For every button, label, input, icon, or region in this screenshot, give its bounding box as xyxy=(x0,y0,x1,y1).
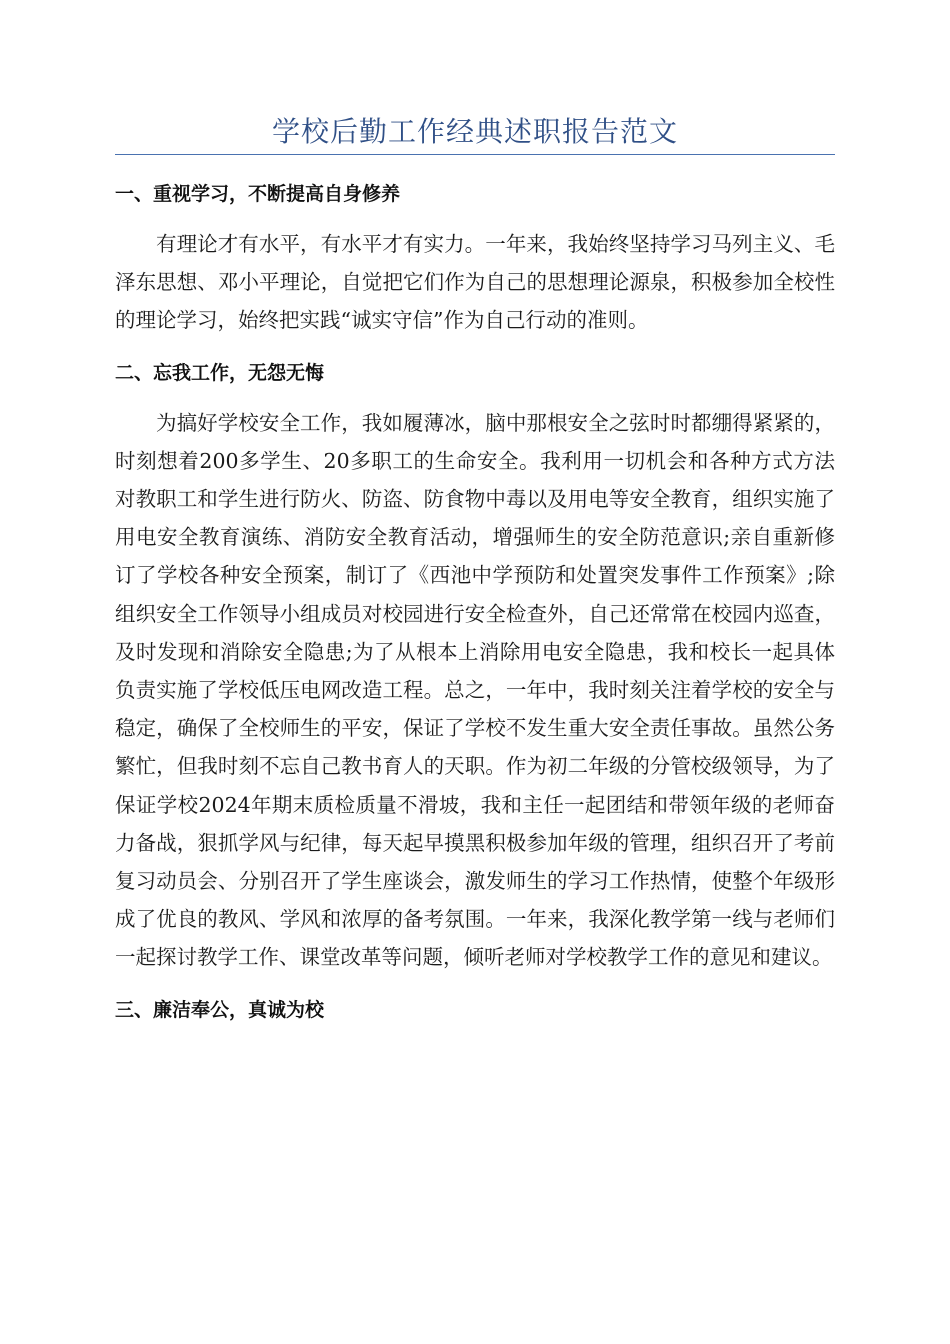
document-title: 学校后勤工作经典述职报告范文 xyxy=(271,115,678,148)
section-heading: 二、忘我工作，无怨无悔 xyxy=(115,361,325,384)
section-paragraph: 有理论才有水平，有水平才有实力。一年来，我始终坚持学习马列主义、毛泽东思想、邓小平理论，自觉把它们作为自己的思想理论源泉，积极参加全校性的理论学习，始终把实践“诚实守信”作为自己行动的准则。 xyxy=(115,232,835,333)
section-2 xyxy=(115,354,835,977)
section-heading: 一、重视学习，不断提高自身修养 xyxy=(115,183,401,205)
section-paragraph: 为搞好学校安全工作，我如履薄冰，脑中那根安全之弦时时都绷得紧紧的，时刻想着200多学生、20多职工的生命安全。我利用一切机会和各种方式方法对教职工和学生进行防火、防盗、防食物中毒以及用电等安全教育，组织实施了用电安全教育演练、消防安全教育活动，增强师生的安全防范意识;亲自重新修订了学校各种安全预案，制订了《西池中学预防和处置突发事件工作预案》;除组织安全工作领导小组成员对校园进行安全检查外，自己还常常在校园内巡查，及时发现和消除安全隐患;为了从根本上消除用电安全隐患，我和校长一起具体负责实施了学校低压电网改造工程。总之，一年中，我时刻关注着学校的安全与稳定，确保了全校师生的平安，保证了学校不发生重大安全责任事故。虽然公务繁忙，但我时刻不忘自己教书育人的天职。作为初二年级的分管校级领导，为了保证学校2024年期末质检质量不滑坡，我和主任一起团结和带领年级的老师奋力备战，狠抓学风与纪律，每天起早摸黑积极参加年级的管理，组织召开了考前复习动员会、分别召开了学生座谈会，激发师生的学习工作热情，使整个年级形成了优良的教风、学风和浓厚的备考氛围。一年来，我深化教学第一线与老师们一起探讨教学工作、课堂改革等问题，倾听老师对学校教学工作的意见和建议。 xyxy=(115,410,835,970)
section-3 xyxy=(115,991,835,1029)
section-heading: 三、廉洁奉公，真诚为校 xyxy=(115,998,325,1021)
document-body xyxy=(115,175,835,1029)
title-underline xyxy=(115,154,835,155)
section-1 xyxy=(115,175,835,340)
